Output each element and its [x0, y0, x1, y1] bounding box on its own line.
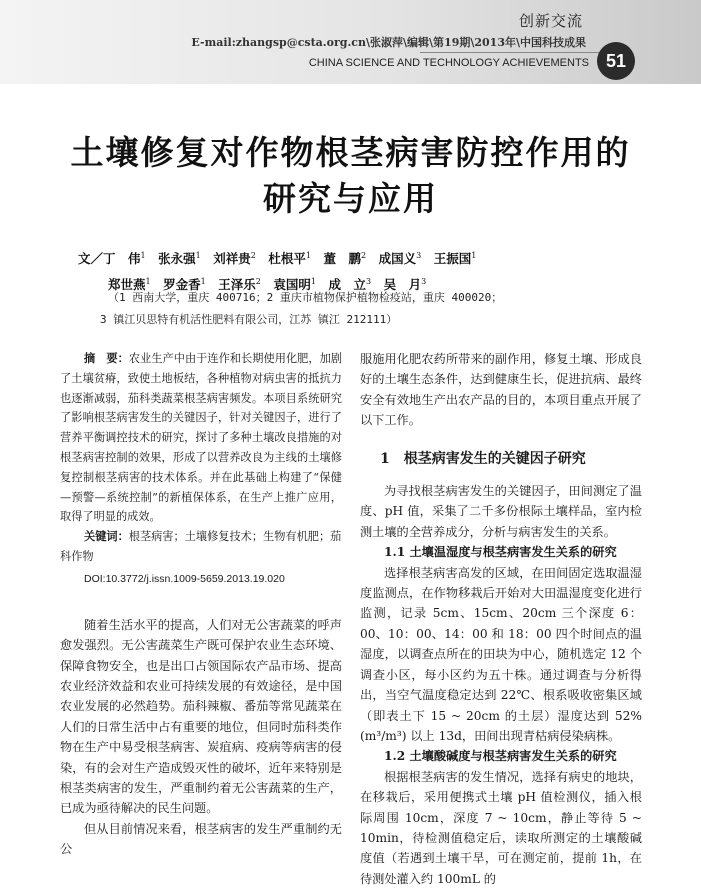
body-paragraph: 为寻找根茎病害发生的关键因子，田间测定了温度、pH 值，采集了二千多份根际土壤样品，室内检测土壤的全营养成分，分析与病害发生的关系。 [360, 484, 642, 539]
left-column [60, 349, 342, 860]
author-name: 成 立 [328, 277, 367, 293]
author-name: 吴 月 [383, 277, 422, 293]
body-paragraph: 选择根茎病害高发的区域，在田间固定选取温湿度监测点，在作物移栽后开始对大田温湿度变化进行监测，记录 5cm、15cm、20cm 三个深度 6：00、10：00、14：00 和 18：00 四个时间点的温湿度，以调查点所在的田块为中心，随机选定 12 个调查小区，每小区约为五十株。通过调查与分析得出，当空气温度稳定达到 22℃、根系吸收密集区域（即表土下 15 ~ 20cm 的土层）湿度达到 52%(m³/m³) 以上 13d，田间出现青枯病侵染病株。 [360, 565, 642, 743]
author-sup: 1 [145, 277, 151, 287]
page-header [0, 0, 701, 84]
article-title [40, 130, 661, 222]
keywords [60, 527, 342, 567]
author-sup: 1 [195, 251, 201, 260]
author-name: 王泽乐 [218, 277, 256, 293]
author-sup: 1 [305, 251, 311, 260]
author-prefix: 文／ [78, 251, 104, 267]
abstract [60, 349, 342, 527]
author-name: 罗金香 [163, 277, 201, 293]
author-name: 郑世燕 [108, 277, 146, 293]
author-name: 刘祥贵 [213, 251, 251, 267]
affiliation-line-1: （1 西南大学，重庆 400716；2 重庆市植物保护植物检疫站，重庆 400020； [108, 291, 503, 304]
header-rule [420, 52, 603, 53]
author-name: 袁国明 [273, 277, 311, 293]
body-paragraph: 根据根茎病害的发生情况，选择有病史的地块，在移栽后，采用便携式土壤 pH 值检测仪，插入根际周围 10cm，深度 7 ~ 10cm，静止等待 5 ~ 10min，待检测值稳定后，读取所测定的土壤酸碱度值（若遇到土壤干旱，可在测定前，提前 1h，在待测处灌入约 100mL 的 [360, 769, 642, 886]
title-line-1: 土壤修复对作物根茎病害防控作用的 [70, 133, 631, 172]
meta-line: E-mail:zhangsp@csta.org.cn\张淑萍\编辑\第19期\2013年\中国科技成果 [191, 36, 586, 49]
author-name: 丁 伟 [103, 251, 141, 267]
affiliations [100, 287, 503, 331]
author-sup: 3 [366, 277, 372, 287]
body-paragraph: 但从目前情况来看，根茎病害的发生严重制约无公 [60, 821, 342, 857]
author-name: 成国义 [378, 251, 417, 267]
title-line-2: 研究与应用 [263, 179, 438, 218]
abstract-text: 农业生产中由于连作和长期使用化肥，加剧了土壤贫瘠，致使土地板结，各种植物对病虫害的抵抗力也逐渐减弱，茄科类蔬菜根茎病害频发。本项目系统研究了影响根茎病害发生的关键因子，针对关键因子，进行了营养平衡调控技术的研究，探讨了多种土壤改良措施的对根茎病害控制的效果，形成了以营养改良为主线的土壤修复控制根茎病害的技术体系。并在此基础上构建了“保健—预警—系统控制”的新植保体系，在生产上推广应用，取得了明显的成效。 [60, 352, 342, 524]
author-sup: 3 [416, 251, 422, 260]
right-column [360, 349, 642, 889]
author-sup: 3 [421, 277, 427, 287]
author-sup: 1 [140, 251, 146, 260]
author-line-1 [78, 244, 476, 270]
body-paragraph: 随着生活水平的提高，人们对无公害蔬菜的呼声愈发强烈。无公害蔬菜生产既可保护农业生态环境、保障食物安全，也是出口占领国际农产品市场、提高农业经济效益和农业可持续发展的有效途径，是中国农业发展的必然趋势。茄科辣椒、番茄等常见蔬菜在人们的日常生活中占有重要的地位，但同时茄科类作物在生产中易受根茎病害、炭疽病、疫病等病害的侵染，有的会对生产造成毁灭性的破坏，近年来特别是根茎类病害的发生，严重制约着无公害蔬菜的生产，已成为亟待解决的民生问题。 [60, 617, 342, 816]
subsection-heading: 1.2 土壤酸碱度与根茎病害发生关系的研究 [384, 749, 617, 764]
author-name: 王振国 [433, 251, 472, 267]
affiliation-line-2: 3 镇江贝思特有机活性肥料有限公司，江苏 镇江 212111） [100, 313, 398, 326]
section-heading: 1 根茎病害发生的关键因子研究 [380, 450, 586, 467]
author-name: 董 鹏 [323, 251, 362, 267]
author-name: 杜根平 [268, 251, 306, 267]
page-number-badge: 51 [597, 42, 635, 80]
column-tag: 创新交流 [518, 12, 583, 30]
body-paragraph: 服施用化肥农药所带来的副作用，修复土壤、形成良好的土壤生态条件，达到健康生长，促进抗病、最终安全有效地生产出农产品的目的，本项目重点开展了以下工作。 [360, 352, 642, 428]
subsection-heading: 1.1 土壤温湿度与根茎病害发生关系的研究 [384, 545, 617, 560]
doi: DOI:10.3772/j.issn.1009-5659.2013.19.020 [84, 572, 285, 585]
author-sup: 1 [471, 251, 477, 260]
keywords-label: 关键词： [84, 529, 129, 544]
keywords-text: 根茎病害；土壤修复技术；生物有机肥；茄科作物 [60, 530, 342, 563]
author-sup: 1 [200, 277, 206, 287]
author-name: 张永强 [158, 251, 196, 267]
journal-name: CHINA SCIENCE AND TECHNOLOGY ACHIEVEMENTS [308, 57, 589, 69]
author-sup: 2 [250, 251, 256, 260]
author-sup: 2 [361, 251, 367, 260]
author-sup: 1 [310, 277, 316, 287]
author-sup: 2 [255, 277, 261, 287]
abstract-label: 摘 要： [84, 351, 129, 365]
